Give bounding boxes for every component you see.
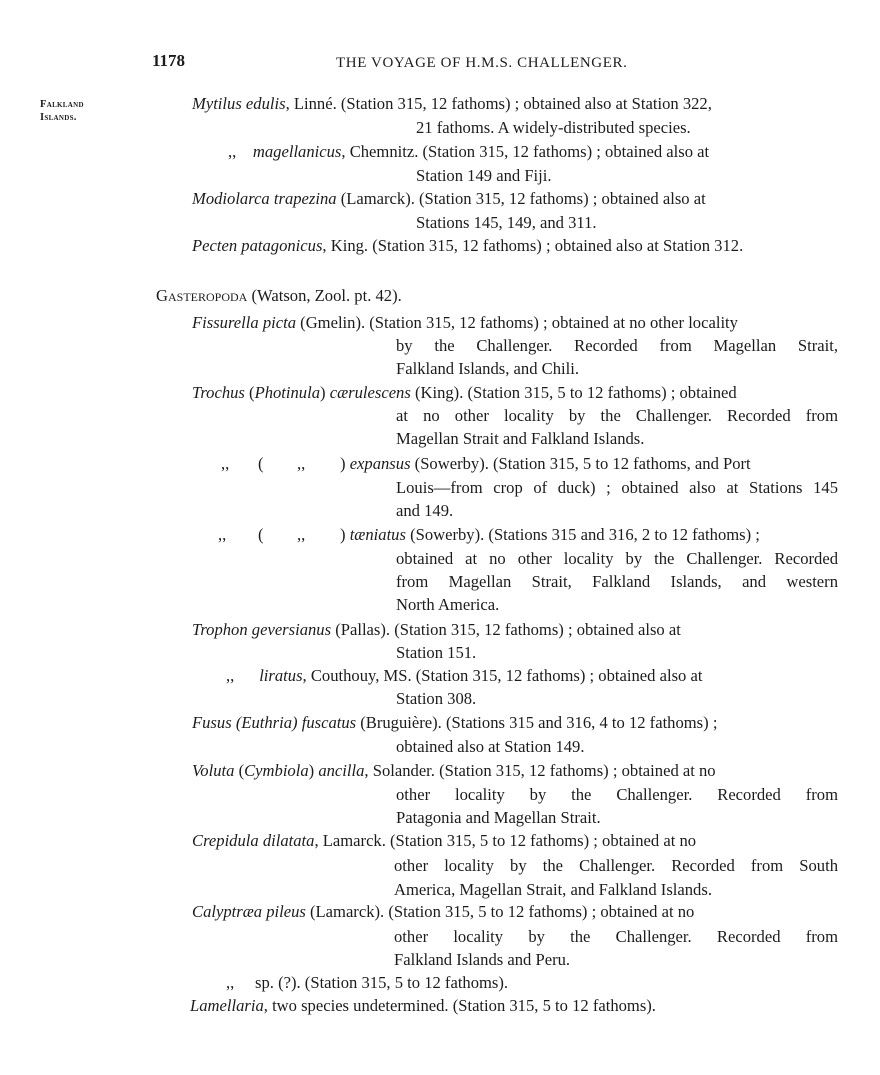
taxon-name: Calyptræa pileus — [192, 902, 306, 921]
entry-pecten — [192, 236, 743, 256]
entry-line: Magellan Strait and Falkland Islands. — [396, 429, 645, 448]
page-number: 1178 — [152, 51, 186, 70]
entry-line: obtained also at Station 149. — [396, 737, 585, 756]
close-paren: ) — [340, 525, 346, 544]
side-note — [40, 98, 84, 124]
entry-fusus — [192, 713, 717, 733]
entry-line: America, Magellan Strait, and Falkland Islands. — [394, 880, 712, 899]
entry-text: (King). (Station 315, 5 to 12 fathoms) ; obtained — [410, 383, 737, 402]
entry-modiolarca — [192, 189, 706, 209]
entry-crepidula — [192, 831, 696, 851]
taxon-subgenus: Cymbiola — [244, 761, 309, 780]
entry-calyptraea-sp — [226, 973, 508, 993]
entry-text: , Solander. (Station 315, 12 fathoms) ; obtained at no — [364, 761, 716, 780]
taxon-name: Mytilus edulis — [192, 94, 286, 113]
entry-text: (Sowerby). (Station 315, 5 to 12 fathoms, and Port — [410, 454, 751, 473]
ditto-mark: ,, — [218, 525, 227, 544]
taxon-genus: Fusus — [192, 713, 232, 732]
entry-calyptraea — [192, 902, 694, 922]
close-paren: ) — [340, 454, 346, 473]
ditto-mark: ,, — [221, 454, 230, 473]
entry-line: 21 fathoms. A widely-distributed species. — [416, 118, 691, 137]
taxon-name: Pecten patagonicus — [192, 236, 323, 255]
entry-text: , Lamarck. (Station 315, 5 to 12 fathoms) ; obtained at no — [314, 831, 697, 850]
entry-line: by the Challenger. Recorded from Magellan Strait, — [396, 336, 838, 355]
entry-trochus-expansus — [340, 454, 751, 474]
taxon-species: cærulescens — [329, 383, 411, 402]
entry-line: other locality by the Challenger. Recorded from — [394, 927, 838, 946]
entry-line: Station 308. — [396, 689, 477, 708]
entry-line: other locality by the Challenger. Recorded from South — [394, 856, 838, 875]
taxon-species: expansus — [349, 454, 411, 473]
taxon-genus: Voluta — [192, 761, 235, 780]
entry-text: (Sowerby). (Stations 315 and 316, 2 to 12 fathoms) ; — [405, 525, 760, 544]
entry-line: Falkland Islands and Peru. — [394, 950, 571, 969]
entry-text: , Chemnitz. (Station 315, 12 fathoms) ; obtained also at — [341, 142, 710, 161]
side-note-line-1: Falkland — [40, 99, 84, 110]
ditto-mark: ,, — [297, 454, 306, 473]
section-heading-label: Gasteropoda — [156, 286, 248, 305]
entry-text: (Lamarck). (Station 315, 12 fathoms) ; obtained also at — [336, 189, 706, 208]
taxon-name: Trophon geversianus — [192, 620, 332, 639]
entry-line: Station 149 and Fiji. — [416, 166, 552, 185]
entry-line: Stations 145, 149, and 311. — [416, 213, 597, 232]
entry-text: (Bruguière). (Stations 315 and 316, 4 to 12 fathoms) ; — [356, 713, 718, 732]
taxon-name: Fissurella picta — [192, 313, 297, 332]
entry-text: , two species undetermined. (Station 315, 5 to 12 fathoms). — [263, 996, 656, 1015]
entry-line: Patagonia and Magellan Strait. — [396, 808, 601, 827]
taxon-name: liratus — [259, 666, 303, 685]
open-paren: ( — [258, 454, 264, 473]
entry-trophon-geversianus — [192, 620, 681, 640]
entry-mytilus-edulis — [192, 94, 712, 114]
taxon-subgenus: (Euthria) fuscatus — [235, 713, 357, 732]
entry-line: Falkland Islands, and Chili. — [396, 359, 579, 378]
entry-mytilus-magellanicus — [228, 142, 709, 162]
entry-line: other locality by the Challenger. Recorded from — [396, 785, 838, 804]
section-heading — [156, 286, 402, 306]
entry-line: Louis—from crop of duck) ; obtained also at Stations 145 — [396, 478, 838, 497]
taxon-genus: Trochus — [192, 383, 245, 402]
section-heading-rest: (Watson, Zool. pt. 42). — [251, 286, 402, 305]
entry-line: obtained at no other locality by the Challenger. Recorded — [396, 549, 838, 568]
entry-line: Station 151. — [396, 643, 477, 662]
ditto-mark: ,, — [228, 142, 237, 161]
ditto-mark: ,, — [226, 973, 235, 992]
entry-line: from Magellan Strait, Falkland Islands, and western — [396, 572, 838, 591]
entry-line: North America. — [396, 595, 500, 614]
open-paren: ( — [258, 525, 264, 544]
taxon-subgenus: Photinula — [254, 383, 321, 402]
ditto-mark: ,, — [297, 525, 306, 544]
running-title: THE VOYAGE OF H.M.S. CHALLENGER. — [336, 55, 628, 71]
entry-line: and 149. — [396, 501, 454, 520]
taxon-name: Modiolarca trapezina — [192, 189, 337, 208]
entry-text: , Couthouy, MS. (Station 315, 12 fathoms) ; obtained also at — [302, 666, 703, 685]
entry-text: , Linné. (Station 315, 12 fathoms) ; obtained also at Station 322, — [285, 94, 712, 113]
entry-lamellaria — [190, 996, 656, 1016]
entry-text: , King. (Station 315, 12 fathoms) ; obtained also at Station 312. — [322, 236, 744, 255]
entry-voluta: Voluta (Cymbiola) ancilla, Solander. (Station 315, 12 fathoms) ; obtained at no — [192, 761, 716, 780]
entry-text: sp. (?). (Station 315, 5 to 12 fathoms). — [255, 973, 509, 992]
taxon-name: magellanicus — [252, 142, 342, 161]
side-note-line-2: Islands. — [40, 112, 77, 123]
taxon-species: ancilla — [318, 761, 365, 780]
entry-trophon-liratus — [226, 666, 702, 686]
taxon-species: tæniatus — [349, 525, 406, 544]
entry-line: at no other locality by the Challenger. Recorded from — [396, 406, 838, 425]
entry-text: (Gmelin). (Station 315, 12 fathoms) ; obtained at no other locality — [296, 313, 738, 332]
entry-text: (Pallas). (Station 315, 12 fathoms) ; obtained also at — [331, 620, 681, 639]
taxon-name: Lamellaria — [190, 996, 264, 1015]
entry-trochus-caerulescens: Trochus (Photinula) cærulescens (King). (Station 315, 5 to 12 fathoms) ; obtained — [192, 383, 737, 402]
taxon-name: Crepidula dilatata — [192, 831, 315, 850]
ditto-mark: ,, — [226, 666, 235, 685]
entry-trochus-taeniatus — [340, 525, 760, 545]
entry-text: (Lamarck). (Station 315, 5 to 12 fathoms) ; obtained at no — [305, 902, 695, 921]
entry-fissurella — [192, 313, 738, 333]
